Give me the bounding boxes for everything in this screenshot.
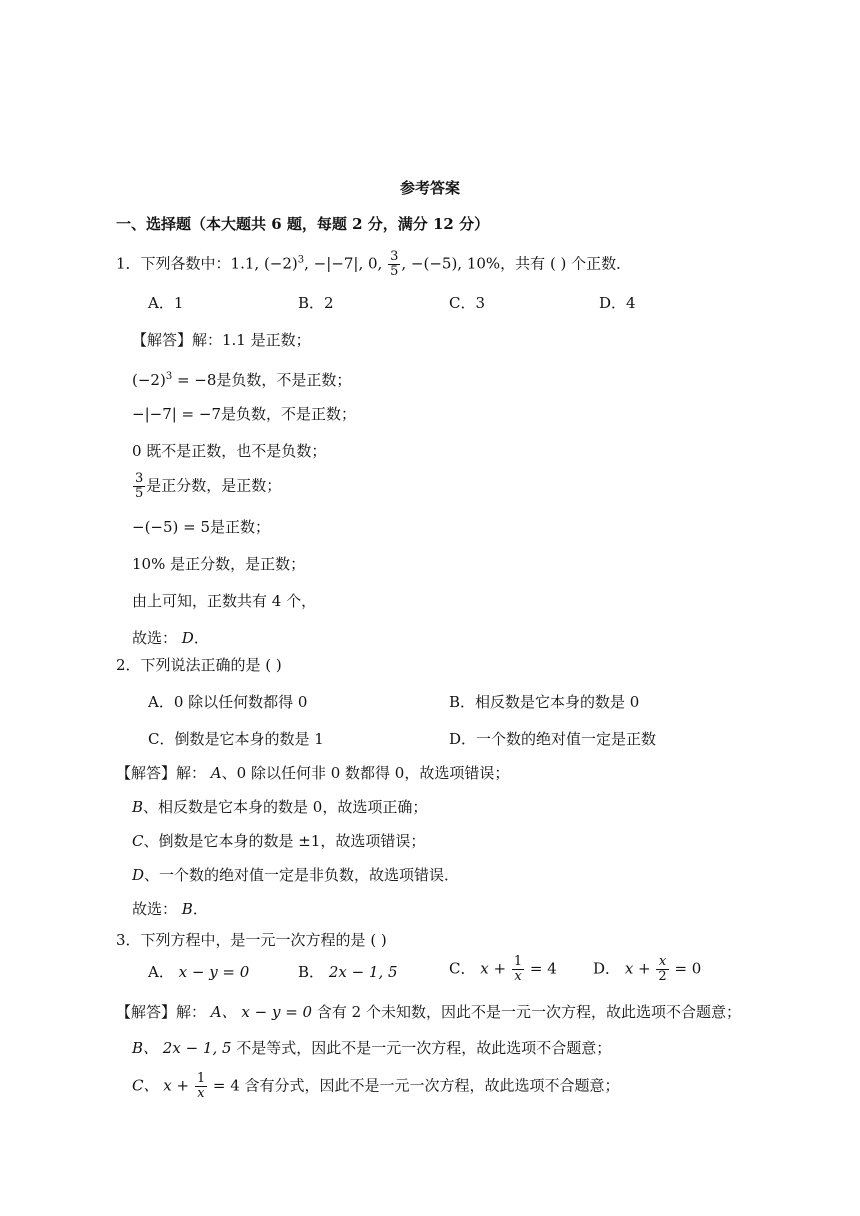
q3-answer-math: 、 x + bbox=[143, 1076, 194, 1095]
q3-answer-math: = 4 bbox=[208, 1076, 240, 1095]
q2-answer-head: 【解答】解： bbox=[116, 764, 207, 782]
q3-answer-letter: A bbox=[210, 1003, 222, 1021]
q1-answer-math: (−2) bbox=[132, 371, 166, 389]
q1-answer-line bbox=[132, 517, 270, 537]
q2-option-b: B．相反数是它本身的数是 0 bbox=[449, 693, 640, 711]
q3-option-label: A． bbox=[148, 963, 174, 981]
q1-stem-suffix: ，共有 ( ) 个正数． bbox=[500, 254, 632, 273]
q3-option-label: D． bbox=[593, 959, 621, 978]
q1-choice-prefix: 故选： bbox=[132, 629, 178, 647]
q2-option-d: D．一个数的绝对值一定是正数 bbox=[449, 730, 657, 748]
q1-stem-math: , −|−7|, 0, bbox=[304, 254, 388, 273]
q1-answer-line: 10% 是正分数，是正数； bbox=[132, 555, 306, 573]
fraction-denominator: 5 bbox=[135, 486, 144, 501]
fraction-denominator: x bbox=[197, 1086, 205, 1101]
q1-choice-letter: D bbox=[181, 629, 194, 647]
q3-option-fraction bbox=[656, 955, 668, 984]
q3-option-math: x + bbox=[624, 959, 656, 978]
q1-answer-line: 【解答】解：1.1 是正数； bbox=[132, 331, 311, 349]
fraction-numerator: 1 bbox=[196, 1071, 206, 1086]
q2-answer-letter: A bbox=[210, 764, 222, 782]
q2-answer-letter: C bbox=[132, 832, 144, 850]
q1-answer-line: 0 既不是正数，也不是负数； bbox=[132, 442, 327, 460]
q3-answer-line bbox=[132, 1038, 611, 1058]
q2-answer-text: 、相反数是它本身的数是 0，故选项正确； bbox=[143, 798, 428, 816]
q1-stem-math: 1.1, (−2) bbox=[230, 254, 298, 273]
q1-answer-text: 是负数，不是正数； bbox=[221, 405, 357, 423]
q2-answer-choice bbox=[132, 899, 208, 919]
q1-stem-math: , −(−5), 10% bbox=[401, 254, 501, 273]
q1-stem-prefix: 1．下列各数中： bbox=[116, 254, 231, 273]
q3-answer-head: 【解答】解： bbox=[116, 1003, 207, 1021]
q1-answer-math: −|−7| = −7 bbox=[132, 405, 222, 423]
q1-answer-text: 是正分数，是正数； bbox=[146, 476, 282, 495]
question-3-stem: 3．下列方程中，是一元一次方程的是 ( ) bbox=[116, 931, 387, 949]
fraction-numerator: 3 bbox=[390, 249, 399, 264]
q2-answer-line bbox=[132, 797, 427, 817]
q3-option-math: x − y = 0 bbox=[178, 963, 250, 981]
q3-option-math: 2x − 1, 5 bbox=[328, 963, 398, 981]
q3-answer-fraction bbox=[195, 1072, 207, 1101]
q1-option-d: D．4 bbox=[599, 294, 636, 312]
fraction-denominator: 5 bbox=[390, 264, 399, 279]
q3-answer-math: 、 x − y = 0 bbox=[221, 1003, 313, 1021]
q1-answer-fraction bbox=[133, 472, 145, 501]
q3-answer-text: 不是等式，因此不是一元一次方程，故此选项不合题意； bbox=[231, 1039, 612, 1057]
q2-answer-line bbox=[132, 831, 425, 851]
q3-answer-line bbox=[132, 1072, 620, 1101]
q1-answer-line bbox=[132, 472, 281, 501]
q2-option-c: C．倒数是它本身的数是 1 bbox=[148, 730, 324, 748]
question-1-stem bbox=[116, 250, 631, 279]
q3-option-math: = 0 bbox=[669, 959, 702, 978]
question-2-stem: 2．下列说法正确的是 ( ) bbox=[116, 656, 282, 674]
fraction-denominator: x bbox=[514, 969, 522, 984]
q1-stem-exponent: 3 bbox=[297, 254, 305, 266]
q1-answer-text: 是负数，不是正数； bbox=[216, 371, 352, 389]
q2-answer-line bbox=[132, 865, 459, 885]
q2-choice-letter: B bbox=[181, 900, 193, 918]
q3-option-c bbox=[449, 955, 557, 984]
q3-option-label: C． bbox=[449, 959, 476, 978]
q2-answer-letter: B bbox=[132, 798, 144, 816]
q1-option-b: B．2 bbox=[298, 294, 334, 312]
q2-answer-text: 、0 除以任何非 0 数都得 0，故选项错误； bbox=[221, 764, 510, 782]
q1-answer-text: 是正数； bbox=[210, 518, 271, 536]
q3-answer-math: 、 2x − 1, 5 bbox=[143, 1039, 232, 1057]
fraction-numerator: 3 bbox=[135, 471, 144, 486]
q3-option-math: = 4 bbox=[525, 959, 557, 978]
q2-choice-end: ． bbox=[192, 900, 208, 918]
q1-choice-end: ． bbox=[193, 629, 209, 647]
q2-option-a: A．0 除以任何数都得 0 bbox=[148, 693, 308, 711]
section-heading: 一、选择题（本大题共 6 题，每题 2 分，满分 12 分） bbox=[116, 215, 490, 233]
q2-answer-letter: D bbox=[132, 866, 145, 884]
q1-answer-line bbox=[132, 404, 356, 424]
q1-stem-fraction bbox=[388, 250, 400, 279]
q2-choice-prefix: 故选： bbox=[132, 900, 178, 918]
q3-option-label: B． bbox=[298, 963, 325, 981]
fraction-numerator: 1 bbox=[513, 954, 523, 969]
q2-answer-text: 、倒数是它本身的数是 ±1，故选项错误； bbox=[143, 832, 426, 850]
q3-option-fraction bbox=[512, 955, 524, 984]
q1-answer-choice bbox=[132, 628, 209, 648]
q3-answer-letter: B bbox=[132, 1039, 144, 1057]
q3-option-b bbox=[298, 962, 398, 982]
q3-option-a bbox=[148, 962, 249, 982]
q1-option-a: A．1 bbox=[148, 294, 184, 312]
page-title: 参考答案 bbox=[399, 179, 460, 197]
q1-answer-line: 由上可知，正数共有 4 个， bbox=[132, 592, 317, 610]
q2-answer-text: 、一个数的绝对值一定是非负数，故选项错误． bbox=[144, 866, 460, 884]
q3-option-d bbox=[593, 955, 701, 984]
q2-answer-line bbox=[116, 763, 509, 783]
q3-answer-text: 含有分式，因此不是一元一次方程，故此选项不合题意； bbox=[239, 1076, 620, 1095]
q3-option-math: x + bbox=[480, 959, 511, 978]
q3-answer-letter: C bbox=[132, 1076, 144, 1095]
q3-answer-line bbox=[116, 1002, 741, 1022]
fraction-denominator: 2 bbox=[658, 969, 667, 984]
q1-answer-line bbox=[132, 367, 351, 390]
q1-answer-math: = −8 bbox=[172, 371, 217, 389]
q3-answer-text: 含有 2 个未知数，因此不是一元一次方程，故此选项不合题意； bbox=[312, 1003, 741, 1021]
q1-option-c: C．3 bbox=[449, 294, 486, 312]
q1-answer-exponent: 3 bbox=[165, 371, 173, 382]
q1-answer-math: −(−5) = 5 bbox=[132, 518, 211, 536]
fraction-numerator: x bbox=[656, 955, 668, 970]
